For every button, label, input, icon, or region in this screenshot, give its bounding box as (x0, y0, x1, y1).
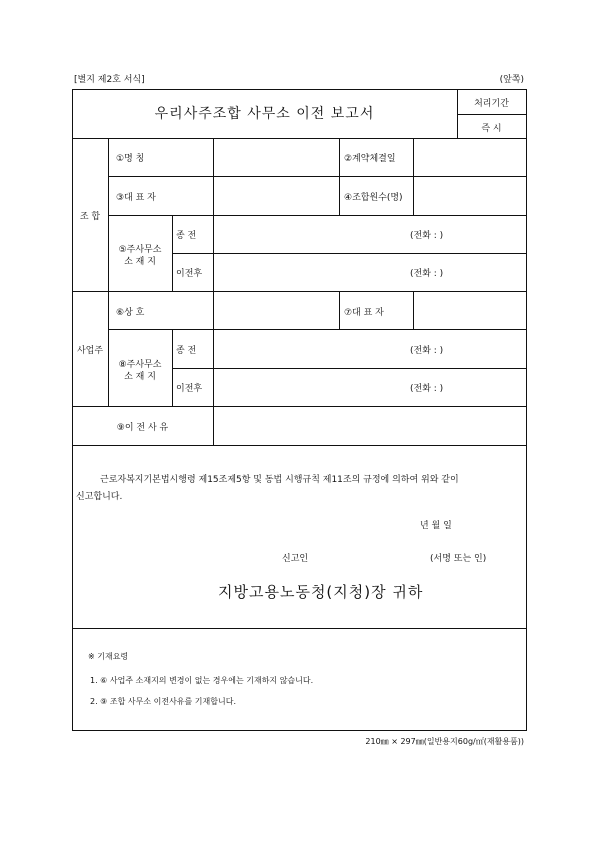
recipient-office: 지방고용노동청(지청)장 귀하 (218, 583, 424, 601)
reporter-label: 신고인 (282, 554, 309, 564)
form-number: [별지 제2호 서식] (74, 75, 145, 85)
form-title: 우리사주조합 사무소 이전 보고서 (154, 106, 375, 122)
union-phone-after: (전화 : ) (410, 269, 444, 279)
col-divider (172, 215, 173, 292)
employer-rep-field[interactable] (414, 292, 525, 328)
union-name-label: ①명 칭 (116, 154, 145, 164)
contract-date-field[interactable] (414, 139, 525, 175)
notes-heading: ※ 기재요령 (88, 652, 129, 661)
union-address-before-field[interactable] (214, 216, 525, 252)
employer-address-label-2: 소 재 지 (124, 372, 156, 382)
employer-address-after-field[interactable] (214, 369, 525, 405)
employer-phone-after: (전화 : ) (410, 384, 444, 394)
employer-phone-before: (전화 : ) (410, 346, 444, 356)
contract-date-label: ②계약체결일 (344, 154, 396, 164)
statement-line-2: 신고합니다. (76, 492, 123, 502)
paper-spec-footer: 210㎜ × 297㎜(일반용지60g/㎡(재활용품)) (365, 737, 524, 746)
union-rep-label: ③대 표 자 (116, 193, 156, 203)
signature-label: (서명 또는 인) (430, 554, 487, 564)
union-address-label: ⑤주사무소 (118, 245, 162, 255)
report-date: 년 월 일 (420, 521, 452, 531)
union-after-label: 이전후 (176, 269, 203, 279)
union-group-label: 조 합 (79, 212, 101, 222)
employer-after-label: 이전후 (176, 384, 203, 394)
reporter-signature-field[interactable] (320, 546, 416, 564)
members-count-label: ④조합원수(명) (344, 193, 403, 203)
employer-rep-label: ⑦대 표 자 (344, 308, 384, 318)
employer-name-field[interactable] (214, 292, 338, 328)
note-item-2: 2. ⑨ 조합 사무소 이전사유를 기재합니다. (90, 697, 236, 706)
employer-address-before-field[interactable] (214, 330, 525, 367)
row-divider (457, 114, 526, 115)
col-divider (172, 329, 173, 406)
employer-address-label: ⑧주사무소 (118, 360, 162, 370)
union-address-label-2: 소 재 지 (124, 257, 156, 267)
note-item-1: 1. ⑥ 사업주 소재지의 변경이 없는 경우에는 기재하지 않습니다. (90, 676, 314, 685)
relocation-reason-label: ⑨이 전 사 유 (116, 423, 169, 433)
union-phone-before: (전화 : ) (410, 231, 444, 241)
employer-name-label: ⑥상 호 (116, 308, 145, 318)
statement-line-1: 근로자복지기본법시행령 제15조제5항 및 동법 시행규칙 제11조의 규정에 의하여 위와 같이 (100, 475, 459, 485)
relocation-reason-field[interactable] (214, 407, 525, 444)
union-name-field[interactable] (214, 139, 338, 175)
row-divider (72, 628, 526, 629)
union-address-after-field[interactable] (214, 254, 525, 290)
processing-period-label: 처리기간 (474, 99, 509, 109)
page-side-label: (앞쪽) (499, 75, 524, 85)
union-rep-field[interactable] (214, 177, 338, 214)
employer-group-label: 사업주 (76, 346, 104, 356)
members-count-field[interactable] (414, 177, 525, 214)
union-before-label: 종 전 (176, 231, 197, 241)
row-divider (72, 445, 526, 446)
col-divider (339, 138, 340, 215)
employer-before-label: 종 전 (176, 346, 197, 356)
processing-period-value: 즉 시 (481, 124, 502, 134)
col-divider (339, 291, 340, 329)
